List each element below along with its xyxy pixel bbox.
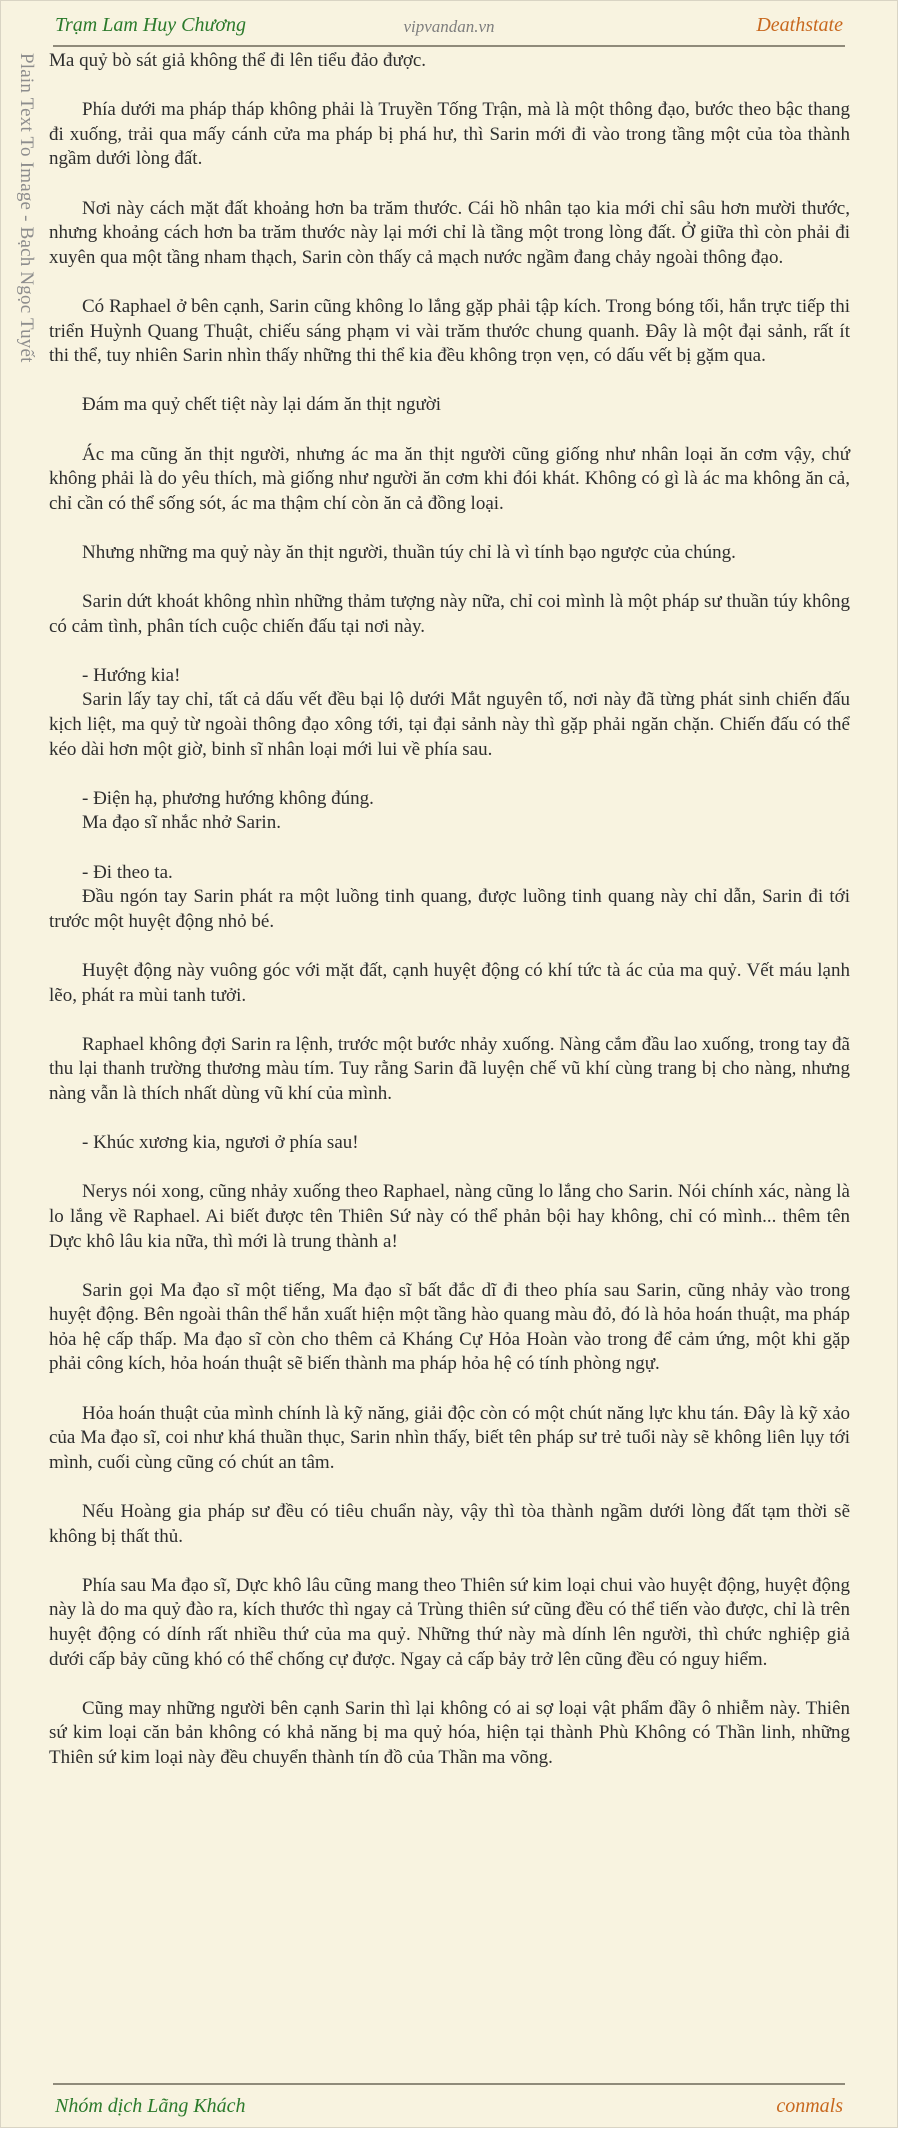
- paragraph: Nơi này cách mặt đất khoảng hơn ba trăm thước. Cái hồ nhân tạo kia mới chỉ sâu hơn mười thước, nhưng khoảng cách hơn ba trăm thước này lại mới chỉ là tầng một trong lòng đất. Ở giữa thì còn phải đi xuyên qua một tầng nham thạch, Sarin còn thấy cả mạch nước ngầm đang chảy ngoài thông đạo.: [49, 197, 850, 268]
- dialogue-line: - Khúc xương kia, ngươi ở phía sau!: [82, 1132, 359, 1154]
- paragraph: Cũng may những người bên cạnh Sarin thì lại không có ai sợ loại vật phẩm đầy ô nhiễm này. Thiên sứ kim loại căn bản không có khả năng bị ma quỷ hóa, hiện tại thành Phù Không có Thần linh, những Thiên sứ kim loại này đều chuyển thành tín đồ của Thần ma võng.: [49, 1697, 850, 1768]
- chapter-text: [49, 49, 850, 1795]
- paragraph: Nerys nói xong, cũng nhảy xuống theo Raphael, nàng cũng lo lắng cho Sarin. Nói chính xác, nàng là lo lắng về Raphael. Ai biết được tên Thiên Sứ này có thể phản bội hay không, chỉ có mình... thêm tên Dực khô lâu kia nữa, thì mới là trung thành a!: [49, 1181, 850, 1252]
- sidebar-watermark: Plain Text To Image - Bạch Ngọc Tuyết: [16, 53, 37, 363]
- footer-uploader: conmals: [776, 2095, 843, 2117]
- paragraph: Ma quỷ bò sát giả không thể đi lên tiểu đảo được.: [49, 50, 427, 71]
- header-author: Deathstate: [756, 14, 843, 36]
- footer-translator-group: Nhóm dịch Lãng Khách: [55, 2095, 246, 2117]
- dialogue-line: - Đi theo ta.: [82, 861, 173, 883]
- paragraph: Sarin lấy tay chỉ, tất cả dấu vết đều bại lộ dưới Mắt nguyên tố, nơi này đã từng phát sinh chiến đấu kịch liệt, ma quỷ từ ngoài thông đạo xông tới, tại đại sảnh này thì gặp phải ngăn chặn. Chiến đấu có thể kéo dài hơn một giờ, binh sĩ nhân loại mới lui về phía sau.: [49, 689, 850, 760]
- paragraph: Ma đạo sĩ nhắc nhở Sarin.: [82, 812, 281, 834]
- paragraph: Sarin gọi Ma đạo sĩ một tiếng, Ma đạo sĩ bất đắc dĩ đi theo phía sau Sarin, cũng nhảy vào trong huyệt động. Bên ngoài thân thể hắn xuất hiện một tầng hào quang màu đỏ, đó là hỏa hoán thuật, ma pháp hỏa hệ cấp thấp. Ma đạo sĩ còn cho thêm cả Kháng Cự Hỏa Hoàn vào trong để cảm ứng, một khi gặp phải công kích, hỏa hoán thuật sẽ biến thành ma pháp hỏa hệ có tính phòng ngự.: [49, 1279, 850, 1375]
- paragraph: Đám ma quỷ chết tiệt này lại dám ăn thịt người: [82, 394, 442, 416]
- paragraph: Có Raphael ở bên cạnh, Sarin cũng không lo lắng gặp phải tập kích. Trong bóng tối, hắn trực tiếp thi triển Huỳnh Quang Thuật, chiếu sáng phạm vi vài trăm thước chung quanh. Đây là một đại sảnh, rất ít thi thể, tuy nhiên Sarin nhìn thấy những thi thể kia đều không trọn vẹn, có dấu vết bị gặm qua.: [49, 295, 850, 367]
- dialogue-line: - Hướng kia!: [82, 664, 181, 686]
- paragraph: Nhưng những ma quỷ này ăn thịt người, thuần túy chỉ là vì tính bạo ngược của chúng.: [82, 541, 736, 563]
- dialogue-line: - Điện hạ, phương hướng không đúng.: [82, 787, 374, 809]
- paragraph: Sarin dứt khoát không nhìn những thảm tượng này nữa, chỉ coi mình là một pháp sư thuần túy không có cảm tình, phân tích cuộc chiến đấu tại nơi này.: [49, 591, 850, 637]
- page-header: [53, 9, 845, 47]
- paragraph: Hỏa hoán thuật của mình chính là kỹ năng, giải độc còn có một chút năng lực khu tán. Đây là kỹ xảo của Ma đạo sĩ, coi như khá thuần thục, Sarin nhìn thấy, biết tên pháp sư trẻ tuổi này sẽ không liên lụy tới mình, cuối cùng cũng có chút an tâm.: [49, 1402, 850, 1473]
- page-footer: [53, 2083, 845, 2121]
- header-domain: vipvandan.vn: [403, 17, 495, 36]
- paragraph: Nếu Hoàng gia pháp sư đều có tiêu chuẩn này, vậy thì tòa thành ngầm dưới lòng đất tạm thời sẽ không bị thất thủ.: [49, 1501, 850, 1547]
- paragraph: Raphael không đợi Sarin ra lệnh, trước một bước nhảy xuống. Nàng cắm đầu lao xuống, trong tay đã thu lại thanh trường thương màu tím. Tuy rằng Sarin đã luyện chế vũ khí cùng trang bị cho nàng, nhưng nàng vẫn là thích nhất dùng vũ khí của mình.: [49, 1033, 850, 1104]
- paragraph: Đầu ngón tay Sarin phát ra một luồng tinh quang, được luồng tinh quang này chỉ dẫn, Sarin đi tới trước một huyệt động nhỏ bé.: [49, 886, 850, 932]
- header-site-title: Trạm Lam Huy Chương: [55, 14, 247, 36]
- paragraph: Phía dưới ma pháp tháp không phải là Truyền Tống Trận, mà là một thông đạo, bước theo bậc thang đi xuống, trải qua mấy cánh cửa ma pháp bị phá hư, thì Sarin mới đi vào trong tầng một của tòa thành ngầm dưới lòng đất.: [49, 99, 850, 170]
- paragraph: Huyệt động này vuông góc với mặt đất, cạnh huyệt động có khí tức tà ác của ma quỷ. Vết máu lạnh lẽo, phát ra mùi tanh tưởi.: [49, 959, 850, 1006]
- paragraph: Phía sau Ma đạo sĩ, Dực khô lâu cũng mang theo Thiên sứ kim loại chui vào huyệt động, huyệt động này là do ma quỷ đào ra, kích thước thì ngay cả Trùng thiên sứ cũng đều có thể tiến vào được, chỉ là trên huyệt động có dính rất nhiều thứ của ma quỷ. Những thứ này mà dính lên người, thì chức nghiệp giả dưới cấp bảy cũng khó có thể chống cự được. Ngay cả cấp bảy trở lên cũng đều có nguy hiểm.: [49, 1574, 850, 1670]
- paragraph: Ác ma cũng ăn thịt người, nhưng ác ma ăn thịt người cũng giống như nhân loại ăn cơm vậy, chứ không phải là do yêu thích, mà giống như người ăn cơm khi đói khát. Không có gì là ác ma không ăn cả, chỉ cần có thể sống sót, ác ma thậm chí còn ăn cả đồng loại.: [49, 443, 850, 514]
